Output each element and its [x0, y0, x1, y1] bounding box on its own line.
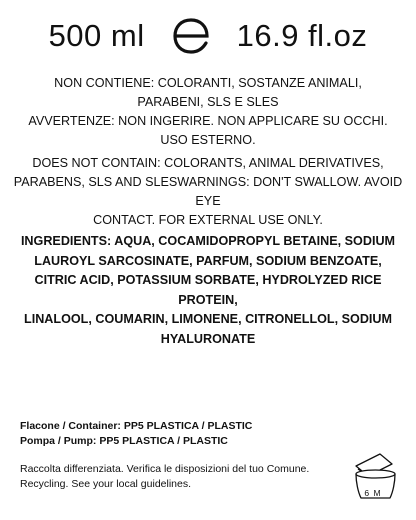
warnings-italian [12, 74, 404, 150]
warnings-it-line: USO ESTERNO. [160, 133, 256, 147]
pao-symbol [352, 452, 406, 504]
packaging-info [20, 419, 252, 449]
ingredients-line: INGREDIENTS: AQUA, COCAMIDOPROPYL BETAINE, SODIUM [20, 234, 396, 248]
ingredients-list [14, 232, 402, 349]
ingredients-line: HYALURONATE [160, 331, 256, 346]
warnings-it-line: NON CONTIENE: COLORANTI, SOSTANZE ANIMALI, [54, 76, 362, 90]
packaging-container: Flacone / Container: PP5 PLASTICA / PLASTIC [20, 420, 253, 432]
ingredients-line: LAUROYL SARCOSINATE, PARFUM, SODIUM BENZOATE, [34, 253, 382, 268]
ingredients-line: LINALOOL, COUMARIN, LIMONENE, CITRONELLOL, SODIUM [24, 312, 392, 326]
warnings-english [12, 154, 404, 230]
ingredients-line: CITRIC ACID, POTASSIUM SORBATE, HYDROLYZED RICE PROTEIN, [34, 273, 382, 307]
warnings-it-line: AVVERTENZE: NON INGERIRE. NON APPLICARE SU OCCHI. [28, 114, 388, 128]
pao-label: 6 M [364, 488, 382, 498]
volume-row [0, 14, 416, 58]
recycling-line-en: Recycling. See your local guidelines. [20, 478, 192, 490]
warnings-it-line: PARABENI, SLS E SLES [137, 95, 279, 109]
volume-imperial: 16.9 fl.oz [236, 18, 368, 53]
recycling-info [20, 462, 340, 492]
recycling-line-it: Raccolta differenziata. Verifica le disposizioni del tuo Comune. [20, 463, 310, 475]
warnings-en-line: PARABENS, SLS AND SLESWARNINGS: DON'T SWALLOW. AVOID EYE [13, 175, 403, 208]
warnings-en-line: CONTACT. FOR EXTERNAL USE ONLY. [93, 213, 323, 227]
packaging-pump: Pompa / Pump: PP5 PLASTICA / PLASTIC [20, 435, 228, 447]
volume-metric: 500 ml [48, 18, 145, 53]
estimated-sign-icon [169, 14, 213, 58]
warnings-en-line: DOES NOT CONTAIN: COLORANTS, ANIMAL DERIVATIVES, [32, 156, 384, 170]
